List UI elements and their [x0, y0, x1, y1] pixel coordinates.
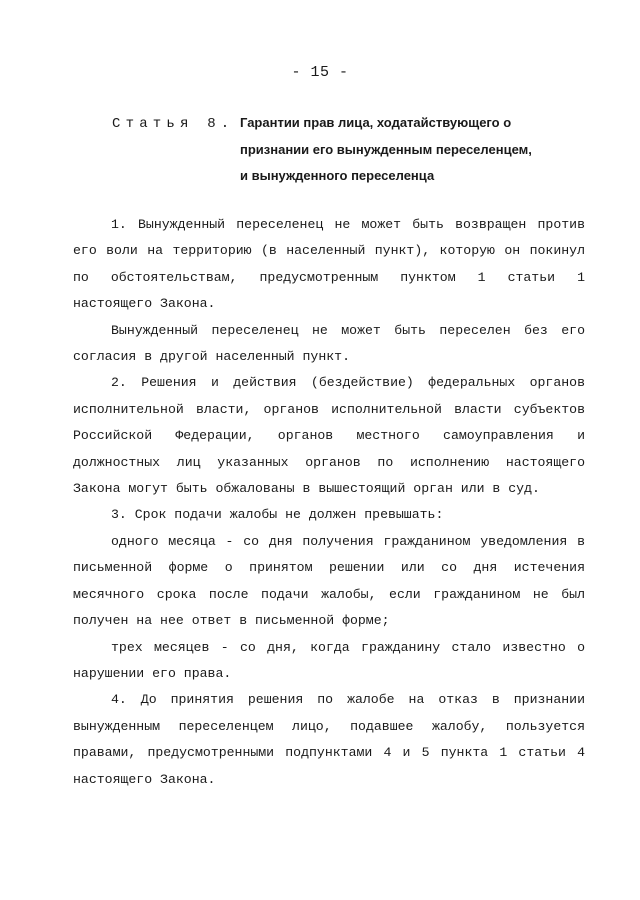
paragraph-2: 2. Решения и действия (бездействие) федеральных органов исполнительной власти, органов исполнительной власти субъектов Российской Федерации, органов местного самоуправления и должностных лиц указанных органов по исполнению настоящего Закона могут быть обжалованы в вышестоящий орган или в суд.	[73, 375, 585, 497]
paragraph-4: 4. До принятия решения по жалобе на отказ в признании вынужденным переселенцем лицо, подавшее жалобу, пользуется правами, предусмотренными подпунктами 4 и 5 пункта 1 статьи 4 настоящего Закона.	[73, 692, 585, 787]
paragraph-3: 3. Срок подачи жалобы не должен превышать:	[111, 507, 444, 523]
paragraph-3-1: одного месяца - со дня получения гражданином уведомления в письменной форме о принятом решении или со дня истечения месячного срока после подачи жалобы, если гражданином не был получен на нее ответ в письменной форме;	[73, 533, 585, 629]
paragraph-1: 1. Вынужденный переселенец не может быть возвращен против его воли на территорию (в населенный пункт), которую он покинул по обстоятельствам, предусмотренным пунктом 1 статьи 1 настоящего Закона.	[73, 217, 585, 312]
article-label: Статья 8.	[112, 116, 235, 132]
article-title-line: Гарантии прав лица, ходатайствующего о	[240, 115, 512, 130]
paragraph-1-2: Вынужденный переселенец не может быть переселен без его согласия в другой населенный пункт.	[73, 322, 585, 365]
article-body	[73, 212, 585, 793]
paragraph-3-2: трех месяцев - со дня, когда гражданину стало известно о нарушении его права.	[73, 639, 585, 681]
article-title-line: и вынужденного переселенца	[240, 168, 435, 183]
article-title-line: признании его вынужденным переселенцем,	[240, 141, 532, 157]
page-number: - 15 -	[291, 64, 349, 81]
article-title	[240, 110, 580, 190]
